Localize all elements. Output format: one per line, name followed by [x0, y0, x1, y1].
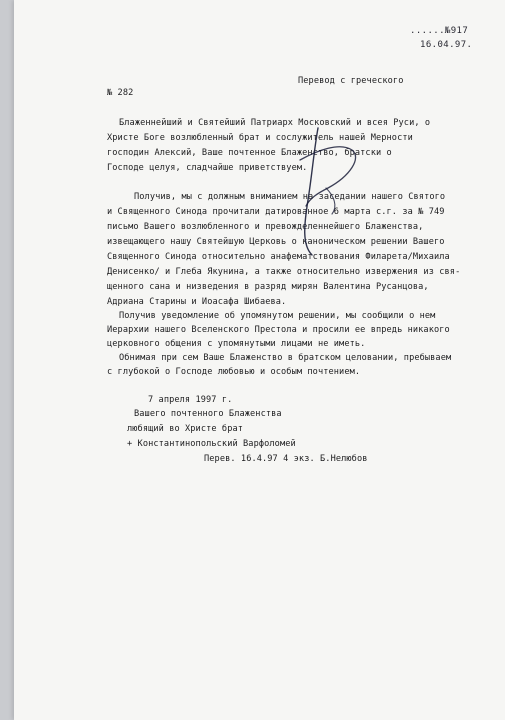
closing-line: Вашего почтенного Блаженства	[134, 409, 282, 419]
body-line: письмо Вашего возлюбленного и превожделеннейшего Блаженства,	[107, 222, 424, 232]
document-number: № 282	[107, 88, 134, 98]
greeting-line: Блаженнейший и Святейший Патриарх Московский и всея Руси, о	[119, 118, 431, 128]
translator-note: Перев. 16.4.97 4 экз. Б.Нелюбов	[204, 454, 368, 464]
body-line: Получив уведомление об упомянутом решении, мы сообщили о нем	[119, 311, 436, 321]
body-line: церковного общения с упомянутыми лицами не иметь.	[107, 339, 366, 349]
body-line: извещающего нашу Святейшую Церковь о каноническом решении Вашего	[107, 237, 445, 247]
registration-date: 16.04.97.	[420, 40, 473, 50]
body-line: Получив, мы с должным вниманием на заседании нашего Святого	[134, 192, 446, 202]
body-line: с глубокой о Господе любовью и особым почтением.	[107, 367, 361, 377]
body-line: Священного Синода относительно анафематствования Филарета/Михаила	[107, 252, 450, 262]
body-line: Денисенко/ и Глеба Якунина, а также относительно извержения из свя-	[107, 267, 461, 277]
greeting-line: господин Алексий, Ваше почтенное Блаженство, братски о	[107, 148, 392, 158]
greeting-line: Господе целуя, сладчайше приветствуем.	[107, 163, 308, 173]
greeting-line: Христе Боге возлюбленный брат и сослужитель нашей Мерности	[107, 133, 413, 143]
body-line: Адриана Старины и Иоасафа Шибаева.	[107, 297, 287, 307]
body-line: и Священного Синода прочитали датированное 6 марта с.г. за № 749	[107, 207, 445, 217]
body-line: Обнимая при сем Ваше Блаженство в братском целовании, пребываем	[119, 353, 452, 363]
registration-number: ......№917	[410, 26, 469, 36]
translation-note: Перевод с греческого	[298, 76, 404, 86]
closing-line: любящий во Христе брат	[127, 424, 244, 434]
body-line: Иерархии нашего Вселенского Престола и просили ее впредь никакого	[107, 325, 450, 335]
closing-date: 7 апреля 1997 г.	[148, 395, 233, 405]
body-line: щенного сана и низведения в разряд мирян Валентина Русанцова,	[107, 282, 429, 292]
closing-signature: + Константинопольский Варфоломей	[127, 439, 296, 449]
